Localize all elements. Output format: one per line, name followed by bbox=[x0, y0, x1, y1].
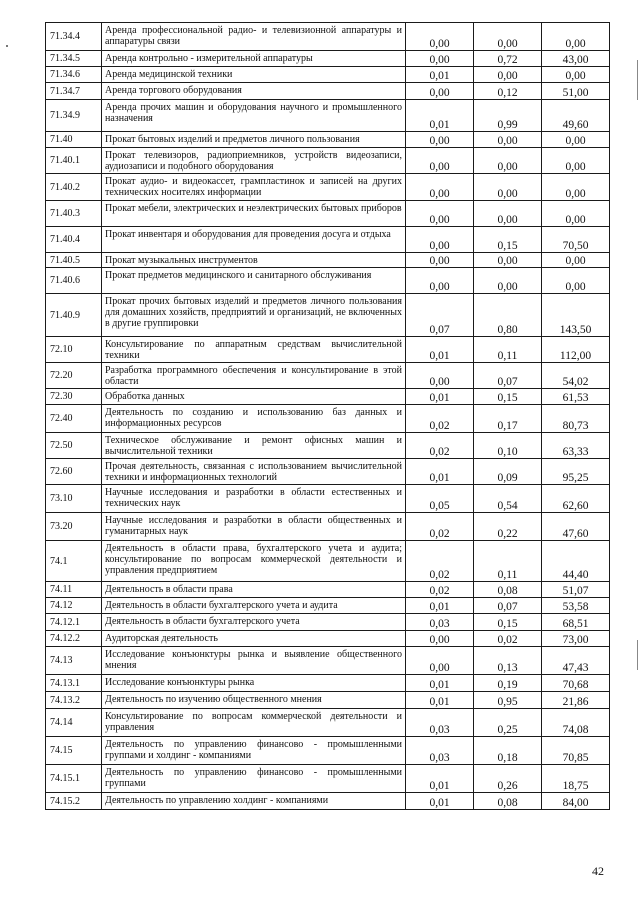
row-value-1: 0,00 bbox=[406, 174, 474, 201]
scan-edge-mark bbox=[637, 60, 638, 100]
row-code: 72.20 bbox=[46, 363, 102, 389]
row-code: 71.34.5 bbox=[46, 51, 102, 67]
table-row bbox=[46, 765, 610, 793]
row-description: Деятельность по управлению финансово - промышленными группами bbox=[102, 765, 406, 793]
row-value-2: 0,00 bbox=[474, 253, 542, 268]
row-value-1: 0,01 bbox=[406, 793, 474, 810]
row-value-1: 0,00 bbox=[406, 647, 474, 675]
row-value-3: 80,73 bbox=[542, 405, 610, 433]
row-description: Исследование конъюнктуры рынка bbox=[102, 675, 406, 692]
row-value-2: 0,00 bbox=[474, 268, 542, 294]
table-row bbox=[46, 459, 610, 485]
row-value-1: 0,02 bbox=[406, 433, 474, 459]
row-code: 72.40 bbox=[46, 405, 102, 433]
row-value-3: 70,50 bbox=[542, 227, 610, 253]
row-description: Прокат телевизоров, радиоприемников, устройств видеозаписи, аудиозаписи и подобного оборудования bbox=[102, 148, 406, 174]
table-row bbox=[46, 100, 610, 132]
row-value-3: 70,85 bbox=[542, 737, 610, 765]
row-value-3: 0,00 bbox=[542, 268, 610, 294]
row-description: Деятельность по управлению финансово - промышленными группами и холдинг - компаниями bbox=[102, 737, 406, 765]
row-value-2: 0,07 bbox=[474, 598, 542, 614]
row-description: Научные исследования и разработки в области общественных и гуманитарных наук bbox=[102, 513, 406, 541]
row-code: 72.60 bbox=[46, 459, 102, 485]
row-value-2: 0,72 bbox=[474, 51, 542, 67]
row-value-2: 0,15 bbox=[474, 614, 542, 631]
row-value-1: 0,00 bbox=[406, 227, 474, 253]
table-row bbox=[46, 268, 610, 294]
table-row bbox=[46, 67, 610, 83]
table-row bbox=[46, 174, 610, 201]
table-row bbox=[46, 51, 610, 67]
table-body bbox=[46, 23, 610, 810]
table-row bbox=[46, 294, 610, 337]
row-value-1: 0,03 bbox=[406, 737, 474, 765]
row-value-3: 0,00 bbox=[542, 67, 610, 83]
row-value-2: 0,00 bbox=[474, 67, 542, 83]
row-code: 73.20 bbox=[46, 513, 102, 541]
row-value-1: 0,00 bbox=[406, 83, 474, 100]
row-value-2: 0,08 bbox=[474, 582, 542, 598]
table-row bbox=[46, 737, 610, 765]
row-code: 72.50 bbox=[46, 433, 102, 459]
table-row bbox=[46, 23, 610, 51]
row-value-1: 0,00 bbox=[406, 51, 474, 67]
row-value-1: 0,01 bbox=[406, 675, 474, 692]
row-code: 74.15 bbox=[46, 737, 102, 765]
row-description: Деятельность по управлению холдинг - компаниями bbox=[102, 793, 406, 810]
table-row bbox=[46, 253, 610, 268]
row-description: Аренда торгового оборудования bbox=[102, 83, 406, 100]
table-row bbox=[46, 541, 610, 582]
row-code: 71.40.4 bbox=[46, 227, 102, 253]
table-row bbox=[46, 433, 610, 459]
row-code: 73.10 bbox=[46, 485, 102, 513]
table-row bbox=[46, 598, 610, 614]
table-row bbox=[46, 83, 610, 100]
row-value-1: 0,02 bbox=[406, 582, 474, 598]
row-value-1: 0,01 bbox=[406, 765, 474, 793]
row-description: Деятельность по созданию и использованию баз данных и информационных ресурсов bbox=[102, 405, 406, 433]
row-value-1: 0,00 bbox=[406, 201, 474, 227]
row-code: 71.34.4 bbox=[46, 23, 102, 51]
row-description: Прокат предметов медицинского и санитарного обслуживания bbox=[102, 268, 406, 294]
row-code: 74.11 bbox=[46, 582, 102, 598]
row-code: 71.40.9 bbox=[46, 294, 102, 337]
row-code: 71.40.6 bbox=[46, 268, 102, 294]
table-row bbox=[46, 675, 610, 692]
row-value-3: 61,53 bbox=[542, 389, 610, 405]
row-value-3: 63,33 bbox=[542, 433, 610, 459]
scan-edge-mark bbox=[637, 640, 638, 670]
row-value-1: 0,01 bbox=[406, 67, 474, 83]
row-value-1: 0,03 bbox=[406, 709, 474, 737]
row-description: Аренда медицинской техники bbox=[102, 67, 406, 83]
row-value-3: 51,07 bbox=[542, 582, 610, 598]
row-description: Деятельность в области права, бухгалтерского учета и аудита; консультирование по вопросам коммерческой деятельности и управления предприятием bbox=[102, 541, 406, 582]
row-value-3: 54,02 bbox=[542, 363, 610, 389]
row-description: Прочая деятельность, связанная с использованием вычислительной техники и информационных технологий bbox=[102, 459, 406, 485]
row-code: 72.30 bbox=[46, 389, 102, 405]
row-value-3: 0,00 bbox=[542, 23, 610, 51]
page-number: 42 bbox=[592, 864, 604, 878]
row-value-1: 0,02 bbox=[406, 405, 474, 433]
row-value-3: 47,60 bbox=[542, 513, 610, 541]
row-code: 71.34.6 bbox=[46, 67, 102, 83]
table-row bbox=[46, 389, 610, 405]
row-value-1: 0,00 bbox=[406, 132, 474, 148]
row-value-3: 21,86 bbox=[542, 692, 610, 709]
row-code: 74.13.1 bbox=[46, 675, 102, 692]
row-value-2: 0,80 bbox=[474, 294, 542, 337]
row-value-2: 0,08 bbox=[474, 793, 542, 810]
row-value-2: 0,00 bbox=[474, 174, 542, 201]
row-value-1: 0,01 bbox=[406, 459, 474, 485]
row-value-3: 70,68 bbox=[542, 675, 610, 692]
row-code: 71.34.9 bbox=[46, 100, 102, 132]
row-value-3: 47,43 bbox=[542, 647, 610, 675]
row-value-1: 0,00 bbox=[406, 148, 474, 174]
row-description: Консультирование по аппаратным средствам вычислительной техники bbox=[102, 337, 406, 363]
row-value-1: 0,02 bbox=[406, 513, 474, 541]
row-value-2: 0,07 bbox=[474, 363, 542, 389]
row-value-3: 0,00 bbox=[542, 174, 610, 201]
row-value-2: 0,99 bbox=[474, 100, 542, 132]
row-value-1: 0,01 bbox=[406, 692, 474, 709]
row-description: Исследование конъюнктуры рынка и выявление общественного мнения bbox=[102, 647, 406, 675]
row-value-2: 0,00 bbox=[474, 201, 542, 227]
row-code: 71.40 bbox=[46, 132, 102, 148]
table-row bbox=[46, 337, 610, 363]
row-description: Деятельность в области бухгалтерского учета bbox=[102, 614, 406, 631]
row-value-1: 0,01 bbox=[406, 389, 474, 405]
row-value-2: 0,11 bbox=[474, 541, 542, 582]
row-value-3: 0,00 bbox=[542, 148, 610, 174]
row-code: 71.40.2 bbox=[46, 174, 102, 201]
row-description: Прокат музыкальных инструментов bbox=[102, 253, 406, 268]
row-description: Консультирование по вопросам коммерческой деятельности и управления bbox=[102, 709, 406, 737]
row-description: Аудиторская деятельность bbox=[102, 631, 406, 647]
row-value-2: 0,09 bbox=[474, 459, 542, 485]
row-value-1: 0,00 bbox=[406, 363, 474, 389]
row-value-2: 0,11 bbox=[474, 337, 542, 363]
table-row bbox=[46, 363, 610, 389]
table-row bbox=[46, 692, 610, 709]
row-code: 74.13.2 bbox=[46, 692, 102, 709]
row-code: 72.10 bbox=[46, 337, 102, 363]
row-description: Разработка программного обеспечения и консультирование в этой области bbox=[102, 363, 406, 389]
row-value-3: 53,58 bbox=[542, 598, 610, 614]
row-value-3: 0,00 bbox=[542, 132, 610, 148]
table-row bbox=[46, 132, 610, 148]
table-row bbox=[46, 614, 610, 631]
row-value-2: 0,15 bbox=[474, 227, 542, 253]
row-description: Обработка данных bbox=[102, 389, 406, 405]
row-value-2: 0,54 bbox=[474, 485, 542, 513]
row-value-3: 143,50 bbox=[542, 294, 610, 337]
row-value-3: 0,00 bbox=[542, 201, 610, 227]
row-value-3: 43,00 bbox=[542, 51, 610, 67]
table-row bbox=[46, 148, 610, 174]
row-description: Прокат прочих бытовых изделий и предметов личного пользования для домашних хозяйств, предприятий и организаций, не включенных в другие группировки bbox=[102, 294, 406, 337]
table-row bbox=[46, 793, 610, 810]
row-value-2: 0,00 bbox=[474, 132, 542, 148]
row-description: Техническое обслуживание и ремонт офисных машин и вычислительной техники bbox=[102, 433, 406, 459]
row-value-3: 95,25 bbox=[542, 459, 610, 485]
row-description: Аренда профессиональной радио- и телевизионной аппаратуры и аппаратуры связи bbox=[102, 23, 406, 51]
table-row bbox=[46, 709, 610, 737]
row-code: 74.12.2 bbox=[46, 631, 102, 647]
row-code: 74.13 bbox=[46, 647, 102, 675]
row-value-3: 51,00 bbox=[542, 83, 610, 100]
row-value-1: 0,05 bbox=[406, 485, 474, 513]
row-value-2: 0,17 bbox=[474, 405, 542, 433]
row-value-3: 68,51 bbox=[542, 614, 610, 631]
row-value-1: 0,07 bbox=[406, 294, 474, 337]
row-value-2: 0,00 bbox=[474, 148, 542, 174]
row-value-3: 74,08 bbox=[542, 709, 610, 737]
table-row bbox=[46, 485, 610, 513]
row-value-2: 0,13 bbox=[474, 647, 542, 675]
table-row bbox=[46, 631, 610, 647]
row-value-1: 0,00 bbox=[406, 253, 474, 268]
row-description: Аренда контрольно - измерительной аппаратуры bbox=[102, 51, 406, 67]
row-value-3: 44,40 bbox=[542, 541, 610, 582]
row-value-3: 62,60 bbox=[542, 485, 610, 513]
row-code: 71.34.7 bbox=[46, 83, 102, 100]
row-value-2: 0,19 bbox=[474, 675, 542, 692]
row-description: Деятельность по изучению общественного мнения bbox=[102, 692, 406, 709]
row-value-3: 73,00 bbox=[542, 631, 610, 647]
row-code: 74.15.1 bbox=[46, 765, 102, 793]
row-description: Научные исследования и разработки в области естественных и технических наук bbox=[102, 485, 406, 513]
table-row bbox=[46, 405, 610, 433]
row-code: 71.40.3 bbox=[46, 201, 102, 227]
table-row bbox=[46, 647, 610, 675]
row-value-1: 0,01 bbox=[406, 100, 474, 132]
scan-artifact-mark bbox=[6, 45, 8, 47]
row-description: Деятельность в области права bbox=[102, 582, 406, 598]
row-description: Аренда прочих машин и оборудования научного и промышленного назначения bbox=[102, 100, 406, 132]
row-value-1: 0,01 bbox=[406, 337, 474, 363]
row-value-3: 18,75 bbox=[542, 765, 610, 793]
table-row bbox=[46, 582, 610, 598]
row-value-2: 0,02 bbox=[474, 631, 542, 647]
row-value-1: 0,00 bbox=[406, 268, 474, 294]
row-description: Прокат инвентаря и оборудования для проведения досуга и отдыха bbox=[102, 227, 406, 253]
row-code: 74.15.2 bbox=[46, 793, 102, 810]
row-value-1: 0,00 bbox=[406, 23, 474, 51]
row-value-2: 0,12 bbox=[474, 83, 542, 100]
row-value-2: 0,25 bbox=[474, 709, 542, 737]
table-row bbox=[46, 201, 610, 227]
row-description: Прокат аудио- и видеокассет, грампластинок и записей на других технических носителях информации bbox=[102, 174, 406, 201]
row-value-2: 0,18 bbox=[474, 737, 542, 765]
row-value-1: 0,00 bbox=[406, 631, 474, 647]
row-value-2: 0,22 bbox=[474, 513, 542, 541]
row-value-2: 0,10 bbox=[474, 433, 542, 459]
row-code: 74.1 bbox=[46, 541, 102, 582]
table-row bbox=[46, 513, 610, 541]
row-value-1: 0,01 bbox=[406, 598, 474, 614]
row-code: 71.40.5 bbox=[46, 253, 102, 268]
row-description: Прокат мебели, электрических и неэлектрических бытовых приборов bbox=[102, 201, 406, 227]
row-description: Прокат бытовых изделий и предметов личного пользования bbox=[102, 132, 406, 148]
row-value-3: 112,00 bbox=[542, 337, 610, 363]
row-value-1: 0,03 bbox=[406, 614, 474, 631]
table-row bbox=[46, 227, 610, 253]
row-code: 71.40.1 bbox=[46, 148, 102, 174]
row-code: 74.12.1 bbox=[46, 614, 102, 631]
row-value-2: 0,26 bbox=[474, 765, 542, 793]
row-code: 74.14 bbox=[46, 709, 102, 737]
row-value-2: 0,95 bbox=[474, 692, 542, 709]
data-table bbox=[45, 22, 610, 810]
row-code: 74.12 bbox=[46, 598, 102, 614]
row-value-2: 0,15 bbox=[474, 389, 542, 405]
row-value-3: 84,00 bbox=[542, 793, 610, 810]
row-value-3: 49,60 bbox=[542, 100, 610, 132]
row-value-2: 0,00 bbox=[474, 23, 542, 51]
row-value-1: 0,02 bbox=[406, 541, 474, 582]
row-description: Деятельность в области бухгалтерского учета и аудита bbox=[102, 598, 406, 614]
row-value-3: 0,00 bbox=[542, 253, 610, 268]
